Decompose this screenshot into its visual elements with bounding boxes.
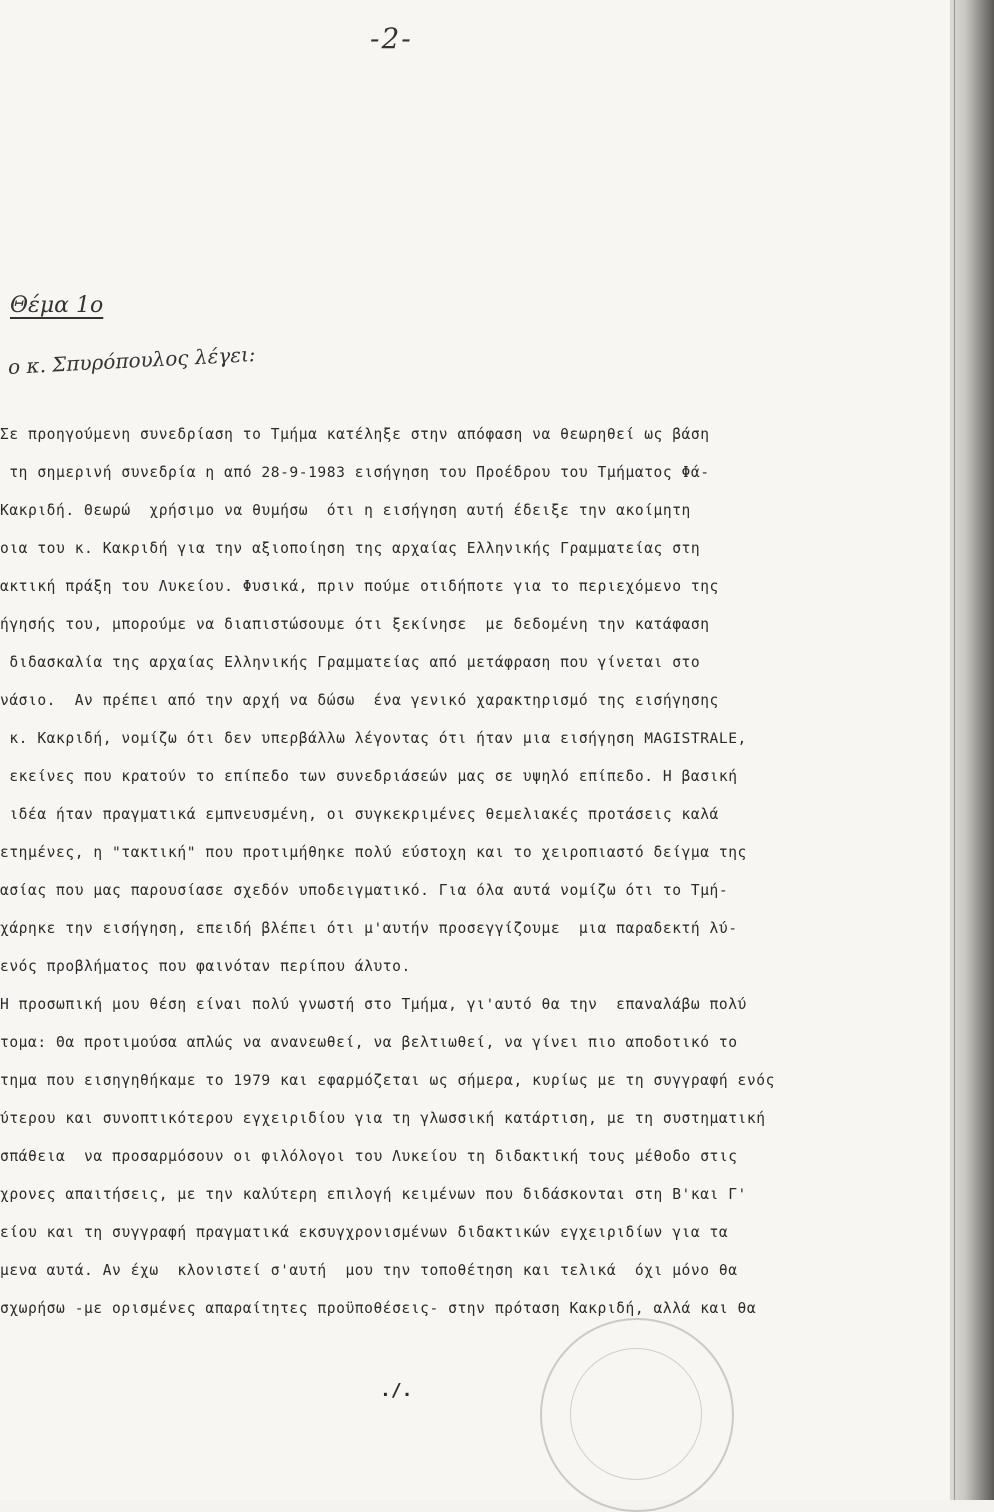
text-line: τομα: Θα προτιμούσα απλώς να ανανεωθεί, να βελτιωθεί, να γίνει πιο αποδοτικό το bbox=[0, 1034, 738, 1051]
topic-heading: Θέμα 1ο bbox=[10, 293, 104, 318]
text-line: οια του κ. Κακριδή για την αξιοποίηση της αρχαίας Ελληνικής Γραμματείας στη bbox=[0, 540, 701, 557]
text-line: τη σημερινή συνεδρία η από 28-9-1983 εισήγηση του Προέδρου του Τμήματος Φά- bbox=[0, 464, 710, 481]
continuation-mark: ./. bbox=[380, 1380, 413, 1401]
text-line: νάσιο. Αν πρέπει από την αρχή να δώσω ένα γενικό χαρακτηρισμό της εισήγησης bbox=[0, 692, 719, 709]
text-line: ήγησής του, μπορούμε να διαπιστώσουμε ότι ξεκίνησε με δεδομένη την κατάφαση bbox=[0, 616, 710, 633]
official-stamp bbox=[540, 1318, 734, 1512]
text-line: ασίας που μας παρουσίασε σχεδόν υποδειγματικό. Για όλα αυτά νομίζω ότι το Τμή- bbox=[0, 882, 729, 899]
text-line: σπάθεια να προσαρμόσουν οι φιλόλογοι του Λυκείου τη διδακτική τους μέθοδο στις bbox=[0, 1148, 738, 1165]
text-line: διδασκαλία της αρχαίας Ελληνικής Γραμματείας από μετάφραση που γίνεται στο bbox=[0, 654, 701, 671]
text-line: σχωρήσω -με ορισμένες απαραίτητες προϋποθέσεις- στην πρόταση Κακριδή, αλλά και θα bbox=[0, 1300, 757, 1317]
text-line: ενός προβλήματος που φαινόταν περίπου άλυτο. bbox=[0, 958, 411, 975]
text-line: κ. Κακριδή, νομίζω ότι δεν υπερβάλλω λέγοντας ότι ήταν μια εισήγηση MAGISTRALE, bbox=[0, 730, 747, 747]
book-binding-edge bbox=[950, 0, 994, 1500]
speaker-attribution: ο κ. Σπυρόπουλος λέγει: bbox=[7, 342, 257, 379]
text-line: Σε προηγούμενη συνεδρίαση το Τμήμα κατέληξε στην απόφαση να θεωρηθεί ως βάση bbox=[0, 426, 710, 443]
text-line: χρονες απαιτήσεις, με την καλύτερη επιλογή κειμένων που διδάσκονται στη Β'και Γ' bbox=[0, 1186, 747, 1203]
text-line: είου και τη συγγραφή πραγματικά εκσυγχρονισμένων διδακτικών εγχειριδίων για τα bbox=[0, 1224, 729, 1241]
text-line: χάρηκε την εισήγηση, επειδή βλέπει ότι μ'αυτήν προσεγγίζουμε μια παραδεκτή λύ- bbox=[0, 920, 738, 937]
text-line: Κακριδή. Θεωρώ χρήσιμο να θυμήσω ότι η εισήγηση αυτή έδειξε την ακοίμητη bbox=[0, 502, 691, 519]
text-line: Η προσωπική μου θέση είναι πολύ γνωστή στο Τμήμα, γι'αυτό θα την επαναλάβω πολύ bbox=[0, 996, 747, 1013]
text-line: μενα αυτά. Αν έχω κλονιστεί σ'αυτή μου την τοποθέτηση και τελικά όχι μόνο θα bbox=[0, 1262, 738, 1279]
text-line: ιδέα ήταν πραγματικά εμπνευσμένη, οι συγκεκριμένες θεμελιακές προτάσεις καλά bbox=[0, 806, 719, 823]
text-line: τημα που εισηγηθήκαμε το 1979 και εφαρμόζεται ως σήμερα, κυρίως με τη συγγραφή ενός bbox=[0, 1072, 775, 1089]
text-line: ακτική πράξη του Λυκείου. Φυσικά, πριν πούμε οτιδήποτε για το περιεχόμενο της bbox=[0, 578, 719, 595]
text-line: εκείνες που κρατούν το επίπεδο των συνεδριάσεών μας σε υψηλό επίπεδο. Η βασική bbox=[0, 768, 738, 785]
text-line: ύτερου και συνοπτικότερου εγχειριδίου για τη γλωσσική κατάρτιση, με τη συστηματική bbox=[0, 1110, 766, 1127]
page-number: -2- bbox=[370, 22, 413, 55]
text-line: ετημένες, η "τακτική" που προτιμήθηκε πολύ εύστοχη και το χειροπιαστό δείγμα της bbox=[0, 844, 747, 861]
